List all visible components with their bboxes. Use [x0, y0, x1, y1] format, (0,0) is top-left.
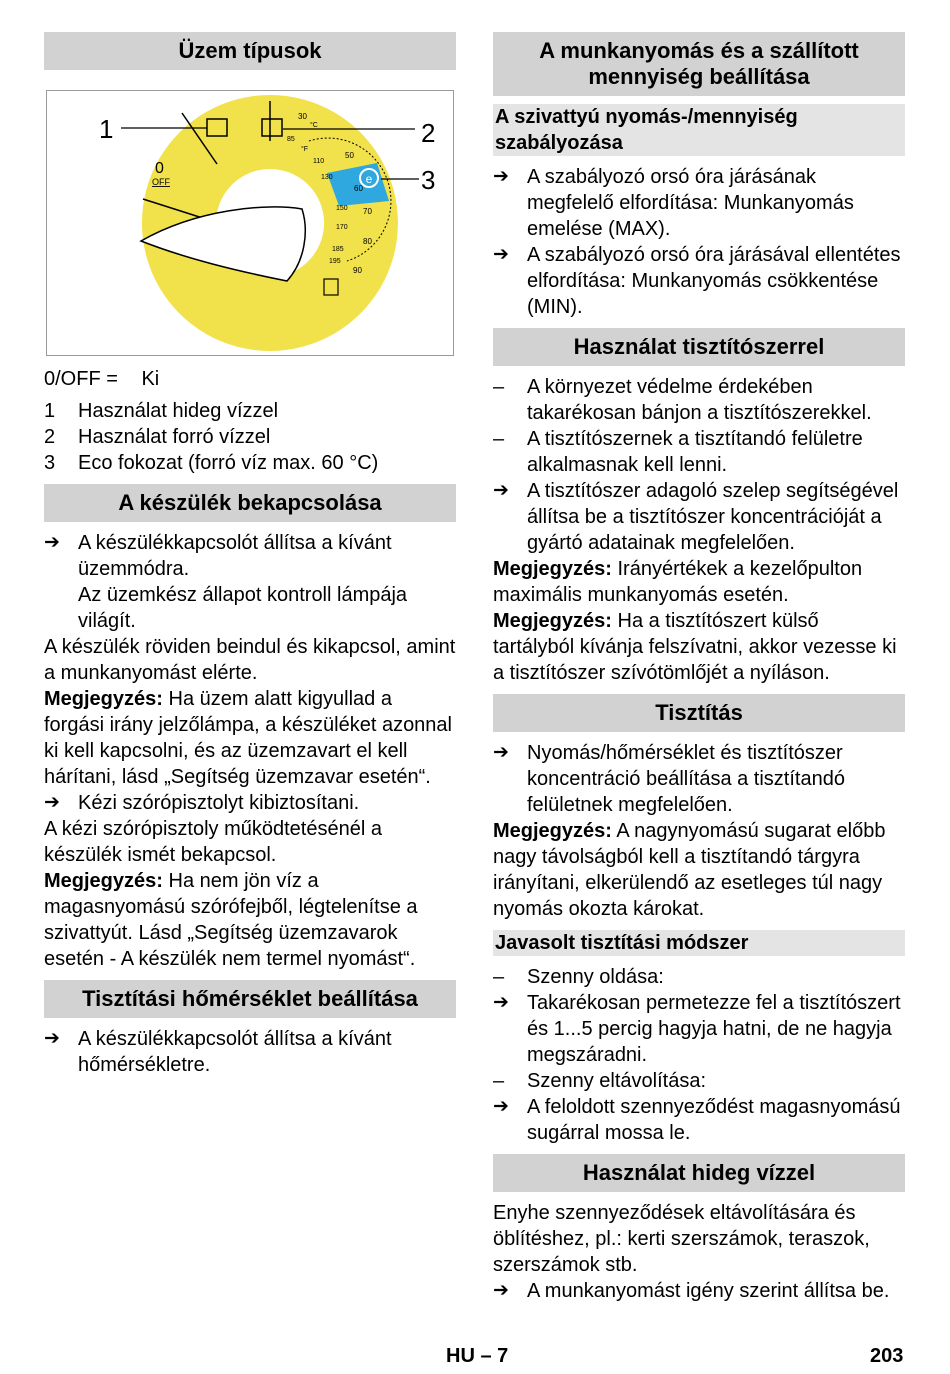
fahrenheit-tick: 185: [332, 246, 344, 253]
fahrenheit-tick: 195: [329, 258, 341, 265]
arrow-icon: ➔: [493, 1096, 509, 1117]
left-column: [44, 32, 456, 1078]
dash-marker: –: [493, 966, 505, 988]
cold-water-step: ➔ A munkanyomást igény szerint állítsa be.: [493, 1280, 890, 1302]
callout-2: 2: [421, 118, 436, 148]
cold-water-text: Enyhe szennyeződések eltávolítására és öblítéshez, pl.: kerti szerszámok, teraszok, szerszámok stb.: [493, 1202, 870, 1276]
arrow-icon: ➔: [493, 1280, 509, 1301]
arrow-icon: ➔: [493, 244, 509, 265]
arrow-icon: ➔: [493, 166, 509, 187]
unit-fahrenheit: °F: [301, 146, 309, 153]
callout-1: 1: [99, 114, 114, 144]
dash-marker: –: [493, 1070, 505, 1092]
footer-section: HU – 7: [446, 1345, 509, 1367]
dash-marker: –: [493, 428, 505, 450]
method-step: ➔ Takarékosan permetezze fel a tisztítószert és 1...5 percig hagyja hatni, de ne hagyja megszáradni.: [493, 992, 901, 1066]
temperature-step: ➔ A készülékkapcsolót állítsa a kívánt hőmérsékletre.: [44, 1028, 392, 1076]
off-legend-value: Ki: [141, 368, 160, 390]
detergent-dash-item: – A környezet védelme érdekében takarékosan bánjon a tisztítószerekkel.: [493, 376, 872, 424]
method-step: ➔ A feloldott szennyeződést magasnyomású sugárral mossa le.: [493, 1096, 901, 1144]
eco-label: e: [365, 172, 373, 186]
off-legend-key: 0/OFF =: [44, 368, 118, 390]
method-subheading: Javasolt tisztítási módszer: [493, 930, 905, 956]
pump-step: ➔ A szabályozó orsó óra járásának megfelelő elfordítása: Munkanyomás emelése (MAX).: [493, 166, 854, 240]
cleaning-step: ➔ Nyomás/hőmérséklet és tisztítószer koncentráció beállítása a tisztítandó felületnek megfelelően.: [493, 742, 845, 816]
arrow-icon: ➔: [44, 1028, 60, 1049]
detergent-note-2: Megjegyzés: Ha a tisztítószert külső tartályból kívánja felszívatni, akkor vezesse ki a tisztítószer szívótömlőjét a nyíláson.: [493, 610, 897, 684]
switch-on-step: ➔ A készülékkapcsolót állítsa a kívánt üzemmódra. Az üzemkész állapot kontroll lámpája világít.: [44, 532, 408, 632]
celsius-tick: 30: [298, 112, 307, 121]
detergent-dash-item: – A tisztítószernek a tisztítandó felületre alkalmasnak kell lenni.: [493, 428, 863, 476]
fahrenheit-tick: 85: [287, 136, 295, 143]
legend-item: 3 Eco fokozat (forró víz max. 60 °C): [44, 452, 379, 474]
legend-item: 1 Használat hideg vízzel: [44, 400, 279, 422]
arrow-icon: ➔: [493, 480, 509, 501]
modes-heading: Üzem típusok: [44, 32, 456, 70]
switch-on-step-3: ➔ Kézi szórópisztolyt kibiztosítani.: [44, 792, 360, 814]
dash-marker: –: [493, 376, 505, 398]
celsius-tick: 90: [353, 266, 362, 275]
pump-step: ➔ A szabályozó orsó óra járásával ellentétes elfordítása: Munkanyomás csökkentése (MIN).: [493, 244, 901, 318]
switch-on-note-2: Megjegyzés: Ha nem jön víz a magasnyomású szórófejből, légtelenítse a szivattyút. Lásd „Segítség üzemzavarok esetén - A készülék nem termel nyomást“.: [44, 870, 418, 970]
page-number: 203: [870, 1345, 904, 1367]
cleaning-note: Megjegyzés: A nagynyomású sugarat előbb nagy távolságból kell a tisztítandó tárgyra irányítani, elkerülendő az esetleges túl nagy nyomás okozta károkat.: [493, 820, 886, 920]
switch-on-text-2: A kézi szórópisztoly működtetésénél a készülék ismét bekapcsol.: [44, 818, 382, 866]
fahrenheit-tick: 130: [321, 174, 333, 181]
arrow-icon: ➔: [44, 532, 60, 553]
switch-on-note-1: Megjegyzés: Ha üzem alatt kigyullad a forgási irány jelzőlámpa, a készüléket azonnal ki kell kapcsolni, és az üzemzavart el kell hárítani, lásd „Segítség üzemzavar esetén“.: [44, 688, 452, 788]
method-dash-item: – Szenny oldása:: [493, 966, 664, 988]
temperature-heading: Tisztítási hőmérséklet beállítása: [44, 980, 456, 1018]
detergent-heading: Használat tisztítószerrel: [493, 328, 905, 366]
fahrenheit-tick: 110: [313, 158, 325, 165]
off-legend: [44, 366, 456, 392]
celsius-tick: 80: [363, 237, 372, 246]
arrow-icon: ➔: [493, 742, 509, 763]
celsius-tick: 50: [345, 151, 354, 160]
pump-subheading: A szivattyú nyomás-/mennyiség szabályozása: [493, 104, 905, 156]
fahrenheit-tick: 150: [336, 205, 348, 212]
pressure-heading: A munkanyomás és a szállított mennyiség beállítása: [493, 32, 905, 96]
cold-water-heading: Használat hideg vízzel: [493, 1154, 905, 1192]
off-zero: 0: [155, 160, 164, 177]
arrow-icon: ➔: [493, 992, 509, 1013]
off-label: OFF: [152, 177, 170, 187]
detergent-note-1: Megjegyzés: Irányértékek a kezelőpulton maximális munkanyomás esetén.: [493, 558, 863, 606]
celsius-tick: 70: [363, 207, 372, 216]
mode-dial-illustration: [47, 91, 453, 355]
unit-celsius: °C: [310, 122, 318, 129]
celsius-tick: 60: [354, 184, 363, 193]
fahrenheit-tick: 170: [336, 224, 348, 231]
legend-item: 2 Használat forró vízzel: [44, 426, 271, 448]
method-dash-item: – Szenny eltávolítása:: [493, 1070, 706, 1092]
callout-3: 3: [421, 165, 436, 195]
right-column: [493, 32, 905, 1304]
arrow-icon: ➔: [44, 792, 60, 813]
mode-dial-figure: [46, 90, 454, 356]
detergent-step: ➔ A tisztítószer adagoló szelep segítségével állítsa be a tisztítószer koncentrációját a gyártó adatainak megfelelően.: [493, 480, 899, 554]
cleaning-heading: Tisztítás: [493, 694, 905, 732]
switch-on-text: A készülék röviden beindul és kikapcsol, amint a munkanyomást elérte.: [44, 636, 456, 684]
switch-on-heading: A készülék bekapcsolása: [44, 484, 456, 522]
